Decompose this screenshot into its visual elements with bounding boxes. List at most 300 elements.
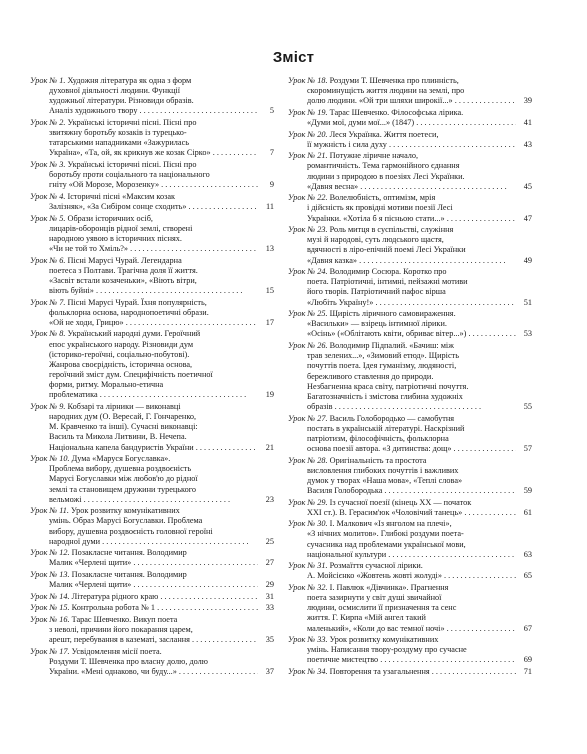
page-number: 47 [516,214,532,224]
page-number: 25 [258,537,274,547]
lesson-title-text: вдячності в ліро-епічній поемі Лесі Українки [307,245,466,255]
leader-dots [124,318,258,327]
toc-entry-line [30,256,258,266]
toc-entry-line [288,382,516,392]
toc-entry-line [30,118,258,128]
lesson-title-text: «Васильки» — взірець інтимної лірики. [307,319,447,329]
toc-entry [288,225,532,266]
toc-entry-line [30,592,258,602]
lesson-title-text: Щирість ліричного самовираження. [329,309,456,319]
toc-entry-line [30,170,258,180]
toc-entry-line [288,529,516,539]
toc-entry-line [30,422,258,432]
lesson-title-text: Розмаїття сучасної лірики. [329,561,423,571]
lesson-label: Урок № 26. [288,341,328,351]
toc-entry [30,118,274,159]
leader-dots [373,298,516,307]
lesson-title-text: бережливого ставлення до природи. [307,371,434,381]
toc-entry [30,329,274,400]
leader-dots [445,214,516,223]
lesson-title-text: «Давня весна» [307,181,359,191]
toc-entry-line [288,298,516,308]
toc-entry-line [30,86,258,96]
toc-entry-line [30,148,258,158]
page-number: 51 [516,298,532,308]
lesson-title-text: Українки. «Хотіла б я пісньою стати...» [307,213,445,223]
leader-dots [98,390,247,399]
toc-entry-line [288,108,516,118]
page-number: 5 [258,106,274,116]
page-number: 41 [516,118,532,128]
lesson-title-text: Оригінальність та простота [329,455,427,465]
toc-entry [288,498,532,518]
lesson-title-text: Пісні Марусі Чурай. Легендарна [67,255,182,265]
lesson-title-text: Урок розвитку комунікативних [71,506,180,516]
leader-dots [387,140,516,149]
toc-entry-line [288,583,516,593]
toc-entry-line [288,456,516,466]
toc-entry-line [30,224,258,234]
toc-entry-line [30,603,258,613]
leader-dots [155,603,258,612]
toc-entry-line [288,361,516,371]
toc-entry-line [288,414,516,424]
lesson-title-text: форми, ритму. Морально-етична [49,380,164,390]
lesson-title-text: Національна капела бандуристів України [49,442,194,452]
toc-entry-line [30,266,258,276]
toc-entry-line [30,527,258,537]
page-number: 19 [258,390,274,400]
lesson-title-text: народних дум (О. Вересай, Г. Гончаренко, [49,412,197,422]
lesson-title-text: скороминущість життя людини на землі, про [307,86,465,96]
lesson-label: Урок № 12. [30,548,70,558]
toc-entry [288,151,532,192]
toc-entry-line [30,214,258,224]
lesson-label: Урок № 9. [30,401,66,411]
leader-dots [451,444,516,453]
toc-entry-line [30,308,258,318]
toc-entry-line [30,180,258,190]
page-number: 69 [516,655,532,665]
lesson-label: Урок № 5. [30,213,66,223]
lesson-title-text: І. Павлюк «Дівчинка». Прагнення [329,582,449,592]
lesson-label: Урок № 31. [288,561,328,571]
toc-entry [288,635,532,665]
lesson-title-text: Роль митця в суспільстві, служіння [329,225,454,235]
toc-entry-line [30,380,258,390]
lesson-title-text: землі та становищем дружини турецького [49,484,197,494]
lesson-label: Урок № 29. [288,497,328,507]
lesson-title-text: М. Кравченко та інші). Сучасні виконавці: [49,422,198,432]
lesson-title-text: ХХІ ст.). В. Герасим'юк «Чоловічий танець» [307,507,463,517]
lesson-title-text: Василь та Микола Литвини, В. Нечепа. [49,432,187,442]
lesson-title-text: Повторення та узагальнення [329,667,430,676]
lesson-label: Урок № 17. [30,646,70,656]
toc-entry-line [288,193,516,203]
lesson-title-text: Аналіз художнього твору [49,106,138,116]
lesson-title-text: Тарас Шевченко. Викуп поета [71,614,178,624]
lesson-label: Урок № 32. [288,582,328,592]
toc-entry [288,561,532,581]
toc-entry-line [288,351,516,361]
page-number: 21 [258,443,274,453]
toc-entry-line [288,214,516,224]
toc-entry-line [288,182,516,192]
lesson-title-text: умінь. Образ Марусі Богуславки. Проблема [49,516,203,526]
toc-entry [288,130,532,150]
toc-entry-line [30,340,258,350]
lesson-label: Урок № 1. [30,76,66,85]
lesson-title-text: А. Мойсієнко «Жовтень жовті жолуді» [307,571,442,581]
lesson-title-text: Потужне ліричне начало, [329,151,419,161]
toc-entry-line [30,454,258,464]
toc-entry-line [288,519,516,529]
page-number: 13 [258,244,274,254]
leader-dots [137,106,258,115]
lesson-label: Урок № 25. [288,309,328,319]
lesson-title-text: «З нічних молитов». Глибокі роздуми поета- [307,529,464,539]
lesson-label: Урок № 7. [30,297,66,307]
toc-entry-line [30,548,258,558]
toc-entry-line [30,234,258,244]
toc-entry [30,214,274,255]
lesson-title-text: маленький», «Коли до вас темної ночі» [307,623,445,633]
lesson-title-text: Залізняк», «За Сибіром сонце сходить» [49,202,187,212]
toc-entry-line [30,329,258,339]
lesson-title-text: музі й народові, суть людського щастя, [307,235,444,245]
toc-entry-line [288,508,516,518]
lesson-title-text: образів [307,401,333,411]
lesson-title-text: Україна», «Та, ой, як крикнув же козак Сірко» [49,148,211,158]
lesson-title-text: Василь Голобородько — самобутня [329,413,455,423]
lesson-title-text: «Осінь» («Облітають квіти, обриває вітер...») [307,329,467,339]
lesson-label: Урок № 4. [30,191,66,201]
lesson-label: Урок № 24. [288,267,328,277]
lesson-title-text: Художня література як одна з форм [67,76,192,85]
page-number: 15 [258,286,274,296]
lesson-title-text: Література рідного краю [71,591,159,601]
page-number: 37 [258,667,274,677]
lesson-label: Урок № 8. [30,329,66,339]
lesson-label: Урок № 19. [288,107,328,117]
lesson-title-text: і дійсність як провідні мотиви поезії Лесі [307,203,453,213]
toc-entry-line [288,86,516,96]
toc-entry [30,647,274,677]
lesson-title-text: Українські історичні пісні. Пісні про [67,160,197,170]
page-number: 43 [516,140,532,150]
toc-entry-line [30,76,258,86]
lesson-title-text: Незбагненна краса світу, патріотичні почуття. [307,381,469,391]
lesson-title-text: Багатозначність і змістова глибина художніх [307,391,463,401]
toc-entry [288,519,532,560]
toc-entry-line [30,615,258,625]
page-number: 59 [516,486,532,496]
toc-entry-line [30,390,258,400]
lesson-title-text: Проблема вибору, душевна роздвоєність [49,464,192,474]
page-number: 65 [516,571,532,581]
leader-dots [128,244,258,253]
lesson-title-text: умінь. Написання твору-роздуму про сучасне [307,645,467,655]
toc-entry-line [288,130,516,140]
leader-dots [462,508,516,517]
lesson-label: Урок № 27. [288,413,328,423]
toc-entry-line [288,309,516,319]
lesson-title-text: постать в українській літературі. Наскрізний [307,423,465,433]
leader-dots [414,118,516,127]
leader-dots [382,486,516,495]
lesson-title-text: Роздуми Т. Шевченка про плинність, [329,76,459,85]
lesson-title-text: звитяжну боротьбу козаків із турецько- [49,128,187,138]
toc-entry [30,192,274,212]
lesson-title-text: (історико-героїчні, соціально-побутові). [49,349,190,359]
toc-entry-line [288,402,516,412]
leader-dots [159,180,258,189]
toc-entry-line [30,370,258,380]
page-number: 45 [516,182,532,192]
lesson-label: Урок № 22. [288,193,328,203]
lesson-label: Урок № 28. [288,455,328,465]
toc-entry-line [288,655,516,665]
lesson-title-text: поета зазирнути у світ душі звичайної [307,593,442,603]
leader-dots [386,550,516,559]
leader-dots [378,655,516,664]
toc-entry-line [30,625,258,635]
toc-entry-line [30,464,258,474]
toc-entry-line [30,443,258,453]
lesson-title-text: героїчний зміст дум. Специфічність поетичної [49,370,213,380]
page-number: 11 [258,202,274,212]
toc-entry [288,193,532,223]
leader-dots [442,571,516,580]
lesson-title-text: лицарів-оборонців рідної землі, створені [49,223,193,233]
lesson-title-text: Малик «Черлені щити» [49,580,132,590]
toc-entry [30,603,274,613]
toc-entry-line [288,603,516,613]
lesson-title-text: віють буйні» [49,286,94,296]
toc-entry-line [288,561,516,571]
page-number: 35 [258,635,274,645]
toc-entry-line [288,256,516,266]
toc-entry-line [30,402,258,412]
lesson-title-text: висловлення глибоких почуттів і важливих [307,465,459,475]
lesson-title-text: Позакласне читання. Володимир [71,548,187,558]
toc-entry [288,267,532,308]
lesson-title-text: Усвідомлення місії поета. [71,646,162,656]
lesson-title-text: Леся Українка. Життя поетеси, [329,129,439,139]
toc-entry-line [30,192,258,202]
toc-entry-line [30,350,258,360]
lesson-label: Урок № 13. [30,570,70,580]
lesson-title-text: Жанрова своєрідність, історична основа, [49,359,193,369]
lesson-title-text: Урок розвитку комунікативних [329,635,439,645]
toc-entry [288,341,532,412]
lesson-label: Урок № 2. [30,118,66,128]
leader-dots [194,443,258,452]
lesson-label: Урок № 21. [288,151,328,161]
toc-entry [30,76,274,117]
lesson-title-text: її мужність і сила духу [307,139,387,149]
lesson-title-text: Волелюбність, оптимізм, мрія [329,193,436,203]
toc-entry-line [288,486,516,496]
lesson-title-text: «Ой не ходи, Грицю» [49,317,124,327]
toc-entry [288,667,532,677]
leader-dots [131,558,258,567]
lesson-label: Урок № 23. [288,225,328,235]
lesson-title-text: України. «Мені однаково, чи буду...» [49,667,177,676]
page-number: 53 [516,329,532,339]
toc-entry [288,456,532,497]
toc-entry-line [288,225,516,235]
toc-entry [288,309,532,339]
toc-entry-line [288,466,516,476]
lesson-title-text: Володимир Підпалий. «Бачиш: між [329,341,454,351]
toc-entry-line [30,298,258,308]
toc-entry-line [288,550,516,560]
toc-entry [30,615,274,645]
toc-entry-line [30,318,258,328]
page-number: 67 [516,624,532,634]
lesson-title-text: Із сучасної поезії (кінець ХХ — початок [329,497,472,507]
toc-entry-line [30,286,258,296]
lesson-label: Урок № 18. [288,76,328,85]
leader-dots [186,202,258,211]
toc-entry-line [30,360,258,370]
lesson-title-text: Володимир Сосюра. Коротко про [329,267,447,277]
toc-entry-line [288,476,516,486]
lesson-title-text: «Любіть Україну!» [307,297,374,307]
toc-entry-line [30,516,258,526]
toc-entry-line [288,540,516,550]
leader-dots [357,256,506,265]
lesson-label: Урок № 6. [30,255,66,265]
toc-entry-line [288,498,516,508]
page-number: 39 [516,96,532,106]
lesson-title-text: Історичні пісні «Максим козак [67,191,176,201]
page-number: 49 [516,256,532,266]
lesson-title-text: народною уявою в історичних піснях. [49,233,182,243]
lesson-title-text: основа поезії автора. «З дитинства: дощ» [307,443,452,453]
toc-entry-line [288,245,516,255]
toc-entry [288,108,532,128]
toc-entry-line [288,161,516,171]
lesson-title-text: Позакласне читання. Володимир [71,570,187,580]
toc-entry-line [288,203,516,213]
toc-entry [288,414,532,455]
toc-entry-line [288,624,516,634]
toc-entry-line [30,667,258,677]
toc-entry-line [288,235,516,245]
toc-entry-line [30,432,258,442]
toc-entry-line [288,277,516,287]
lesson-label: Урок № 33. [288,635,328,645]
toc-entry [30,592,274,602]
toc-entry-line [288,593,516,603]
leader-dots [131,580,258,589]
toc-entry-line [288,118,516,128]
lesson-title-text: Українські історичні пісні. Пісні про [67,118,197,128]
lesson-title-text: трав зелених...», «Зимовий етюд». Щирість [307,351,459,361]
lesson-title-text: Образи історичних осіб, [67,213,153,223]
lesson-title-text: долю людини. «Ой три шляхи широкії...» [307,96,453,106]
toc-entry-line [288,76,516,86]
page-number: 57 [516,444,532,454]
toc-entry-line [288,341,516,351]
page-number: 71 [516,667,532,677]
toc-entry-line [288,434,516,444]
page-number: 31 [258,592,274,602]
lesson-label: Урок № 34. [288,667,328,676]
toc-entry-line [30,96,258,106]
lesson-title-text: національної культури [307,549,387,559]
lesson-title-text: фольклорна основа, народнопоетичні образи. [49,307,209,317]
lesson-title-text: Кобзарі та лірники — виконавці [67,401,181,411]
lesson-title-text: людини з природою в поезіях Лесі Українки. [307,171,465,181]
leader-dots [177,667,258,676]
toc-entry [30,506,274,547]
toc-entry-line [30,276,258,286]
toc-entry-line [288,96,516,106]
lesson-title-text: боротьбу проти соціального та національного [49,170,210,180]
page-number: 27 [258,558,274,568]
lesson-title-text: Василя Голобородька [307,486,383,495]
lesson-title-text: Роздуми Т. Шевченка про власну долю, долю [49,656,208,666]
lesson-title-text: І. Малкович «Із янголом на плечі», [329,519,452,529]
lesson-label: Урок № 3. [30,160,66,170]
toc-entry-line [288,151,516,161]
lesson-title-text: його творів. Патріотичний пафос вірша [307,287,446,297]
toc-entry-line [288,667,516,677]
lesson-title-text: татарськими нападниками «Зажурилась [49,138,189,148]
lesson-title-text: гніту «Ой Морозе, Морозенку» [49,180,160,190]
leader-dots [333,402,482,411]
lesson-label: Урок № 20. [288,129,328,139]
leader-dots [466,329,516,338]
leader-dots [190,635,258,644]
lesson-title-text: Пісні Марусі Чурай. Їхня популярність, [67,297,207,307]
page-number: 29 [258,580,274,590]
toc-entry-line [30,537,258,547]
toc-entry [30,298,274,328]
page-number: 33 [258,603,274,613]
toc-entry-line [30,495,258,505]
lesson-title-text: «Чи не той то Хміль?» [49,244,129,254]
toc-entry-line [30,558,258,568]
lesson-title-text: вельможі [49,494,82,504]
lesson-title-text: народної думи [49,536,101,546]
lesson-title-text: почуттів поета. Ідея гуманізму, людяності, [307,361,457,371]
leader-dots [211,148,258,157]
lesson-title-text: поетичне мистецтво [307,655,379,665]
leader-dots [453,96,516,105]
toc-entry [30,402,274,453]
toc-entry-line [288,613,516,623]
toc-entry-line [288,172,516,182]
toc-entry-line [30,657,258,667]
lesson-title-text: вибору, душевна роздвоєність головної героїні [49,526,213,536]
lesson-title-text: поета. Патріотичні, інтимні, пейзажні мотиви [307,277,468,287]
toc-entry-line [30,506,258,516]
lesson-title-text: поетеса з Полтави. Трагічна доля її життя. [49,265,198,275]
lesson-title-text: епос українського народу. Різновиди дум [49,339,194,349]
toc-entry-line [30,580,258,590]
toc-entry-line [30,570,258,580]
toc-entry [288,76,532,106]
leader-dots [158,592,258,601]
toc-entry [288,583,532,634]
toc-entry-line [30,474,258,484]
toc-entry [30,256,274,297]
lesson-title-text: Контрольна робота № 1 [71,603,156,613]
